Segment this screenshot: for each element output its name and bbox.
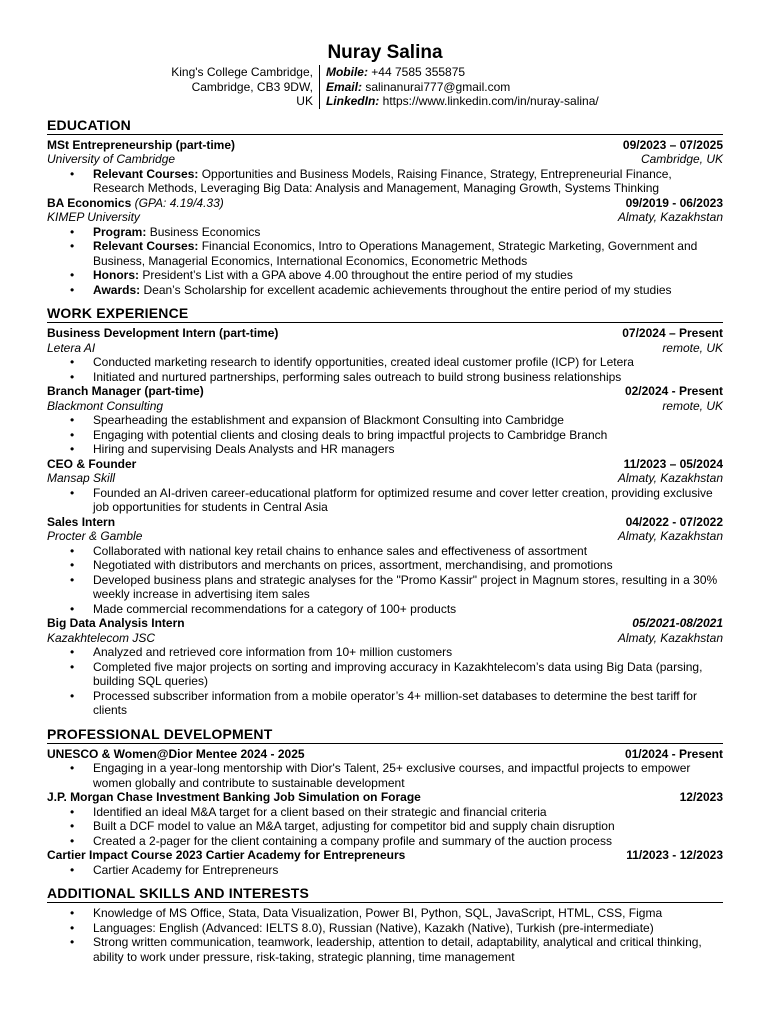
organization: Letera AI <box>47 340 96 355</box>
bullet-text: Opportunities and Business Models, Raising Finance, Strategy, Entrepreneurial Finance, Research Methods, Leveraging Big Data: Analysis and Management, Managing Growth, Systems Thinking <box>93 166 672 195</box>
list-item: • Made commercial recommendations for a category of 100+ products <box>93 602 723 617</box>
dates: 01/2024 - Present <box>624 746 723 761</box>
list-item: • Engaging with potential clients and closing deals to bring impactful projects to Cambridge Branch <box>93 428 723 443</box>
email-label: Email: <box>325 79 362 94</box>
bullet-text: President’s List with a GPA above 4.00 throughout the entire period of my studies <box>142 268 573 282</box>
address-line: King's College Cambridge, <box>171 65 313 79</box>
bullet-label: Relevant Courses: <box>93 239 199 253</box>
list-item: • Analyzed and retrieved core information from 10+ million customers <box>93 645 723 660</box>
list-item <box>93 225 723 240</box>
bullet-label: Relevant Courses: <box>93 166 199 181</box>
work-entry <box>47 515 723 617</box>
list-item: • Negotiated with distributors and merchants on prices, assortment, merchandising, and promotions <box>93 558 723 573</box>
organization: Blackmont Consulting <box>47 398 164 413</box>
bullet-label: Program: <box>93 224 147 239</box>
section-title: EDUCATION <box>47 117 723 135</box>
list-item <box>93 239 723 268</box>
bullet-list <box>47 413 723 457</box>
dates: 02/2024 - Present <box>624 384 723 398</box>
work-entry <box>47 457 723 515</box>
work-entry <box>47 384 723 457</box>
header <box>47 42 723 109</box>
education-section <box>47 117 723 298</box>
location: Almaty, Kazakhstan <box>617 630 723 645</box>
list-item: • Completed five major projects on sorting and improving accuracy in Kazakhtelecom’s data using Big Data (parsing, building SQL queries) <box>93 660 723 689</box>
location: Cambridge, UK <box>640 152 723 166</box>
work-entry <box>47 616 723 718</box>
dates: 09/2019 - 06/2023 <box>625 195 723 210</box>
dates: 05/2021-08/2021 <box>632 616 723 630</box>
mobile-line <box>326 65 599 80</box>
school: KIMEP University <box>47 210 140 224</box>
bullet-list <box>47 805 723 849</box>
bullet-list <box>47 906 723 964</box>
dates: 09/2023 – 07/2025 <box>622 137 723 152</box>
school: University of Cambridge <box>47 152 176 166</box>
linkedin-label: LinkedIn: <box>325 94 380 108</box>
location: Almaty, Kazakhstan <box>617 471 723 485</box>
bullet-list <box>47 486 723 515</box>
email-link[interactable]: salinanurai777@gmail.com <box>365 79 511 94</box>
professional-development-section <box>47 726 723 878</box>
bullet-list <box>47 544 723 617</box>
linkedin-line <box>326 94 599 109</box>
address <box>171 65 320 109</box>
list-item: • Built a DCF model to value an M&A target, adjusting for competitor bid and supply chain disruption <box>93 819 723 834</box>
program-name: J.P. Morgan Chase Investment Banking Job Simulation on Forage <box>47 790 421 804</box>
prodev-entry <box>47 848 723 877</box>
dates: 07/2024 – Present <box>622 326 723 340</box>
section-title: ADDITIONAL SKILLS AND INTERESTS <box>47 885 723 903</box>
list-item: • Founded an AI-driven career-educational platform for optimized resume and cover letter creation, providing exclusive job opportunities for students in Central Asia <box>93 486 723 515</box>
role: Sales Intern <box>47 514 116 529</box>
work-section <box>47 305 723 718</box>
bullet-list <box>47 645 723 718</box>
list-item: • Developed business plans and strategic analyses for the "Promo Kassir" project in Magnum stores, resulting in a 30% weekly increase in advertising item sales <box>93 573 723 602</box>
address-line: Cambridge, CB3 9DW, <box>191 79 313 94</box>
location: Almaty, Kazakhstan <box>617 210 723 224</box>
dates: 04/2022 - 07/2022 <box>625 514 723 529</box>
list-item <box>93 167 723 196</box>
program-name: UNESCO & Women@Dior Mentee 2024 - 2025 <box>47 746 305 761</box>
candidate-name: Nuray Salina <box>327 42 443 63</box>
list-item: • Initiated and nurtured partnerships, performing sales outreach to build strong business relationships <box>93 370 723 385</box>
list-item: • Knowledge of MS Office, Stata, Data Visualization, Power BI, Python, SQL, JavaScript, HTML, CSS, Figma <box>93 906 723 921</box>
role: CEO & Founder <box>47 456 137 471</box>
address-line: UK <box>296 94 313 108</box>
education-entry <box>47 196 723 298</box>
bullet-text: Dean’s Scholarship for excellent academic achievements throughout the entire period of my studies <box>143 282 672 297</box>
section-title: PROFESSIONAL DEVELOPMENT <box>47 726 723 744</box>
work-entry <box>47 326 723 384</box>
list-item: • Engaging in a year-long mentorship with Dior's Talent, 25+ exclusive courses, and impactful projects to empower women globally and contribute to sustainable development <box>93 761 723 790</box>
dates: 11/2023 – 05/2024 <box>623 456 723 471</box>
linkedin-link[interactable]: https://www.linkedin.com/in/nuray-salina/ <box>382 94 599 108</box>
section-title: WORK EXPERIENCE <box>47 305 723 323</box>
location: remote, UK <box>662 340 723 355</box>
role: Big Data Analysis Intern <box>47 616 185 630</box>
list-item: • Collaborated with national key retail chains to enhance sales and effectiveness of assortment <box>93 544 723 559</box>
degree: MSt Entrepreneurship (part-time) <box>47 137 236 152</box>
list-item: • Spearheading the establishment and expansion of Blackmont Consulting into Cambridge <box>93 413 723 428</box>
location: Almaty, Kazakhstan <box>617 529 723 543</box>
dates: 11/2023 - 12/2023 <box>626 848 723 862</box>
list-item: • Strong written communication, teamwork, leadership, attention to detail, adaptability, analytical and critical thinking, ability to work under pressure, risk-taking, strategic planning, time management <box>93 935 723 964</box>
bullet-label: Honors: <box>93 268 139 282</box>
role: Branch Manager (part-time) <box>47 384 204 398</box>
bullet-list <box>47 863 723 878</box>
list-item: • Hiring and supervising Deals Analysts and HR managers <box>93 442 723 457</box>
list-item <box>93 268 723 283</box>
resume-page <box>47 42 723 964</box>
organization: Kazakhtelecom JSC <box>47 630 156 645</box>
contact-block <box>47 65 723 109</box>
bullet-text: Financial Economics, Intro to Operations Management, Strategic Marketing, Government and Business, Managerial Economics, International Economics, Econometric Methods <box>93 239 698 268</box>
location: remote, UK <box>662 398 723 413</box>
prodev-entry <box>47 747 723 791</box>
mobile-number: +44 7585 355875 <box>371 65 466 79</box>
list-item: • Identified an ideal M&A target for a client based on their strategic and financial criteria <box>93 805 723 820</box>
dates: 12/2023 <box>679 790 723 804</box>
skills-section <box>47 885 723 964</box>
education-entry <box>47 138 723 196</box>
list-item: • Languages: English (Advanced: IELTS 8.0), Russian (Native), Kazakh (Native), Turkish (pre-intermediate) <box>93 921 723 936</box>
organization: Mansap Skill <box>47 471 116 485</box>
contact-details <box>320 65 599 109</box>
list-item: • Processed subscriber information from a mobile operator’s 4+ million-set databases to determine the best tariff for clients <box>93 689 723 718</box>
role: Business Development Intern (part-time) <box>47 326 279 340</box>
list-item: • Cartier Academy for Entrepreneurs <box>93 863 723 878</box>
bullet-list <box>47 225 723 298</box>
bullet-list <box>47 355 723 384</box>
program-name: Cartier Impact Course 2023 Cartier Academy for Entrepreneurs <box>47 848 406 862</box>
bullet-text: Business Economics <box>149 224 261 239</box>
email-line <box>326 80 599 95</box>
list-item: • Conducted marketing research to identify opportunities, created ideal customer profile (ICP) for Letera <box>93 355 723 370</box>
bullet-list <box>47 167 723 196</box>
gpa: (GPA: 4.19/4.33) <box>134 195 224 210</box>
bullet-list <box>47 761 723 790</box>
degree: BA Economics <box>47 195 132 210</box>
bullet-label: Awards: <box>93 282 141 297</box>
prodev-entry <box>47 790 723 848</box>
organization: Procter & Gamble <box>47 529 143 543</box>
mobile-label: Mobile: <box>325 65 368 79</box>
list-item <box>93 283 723 298</box>
list-item: • Created a 2-pager for the client containing a company profile and summary of the auction process <box>93 834 723 849</box>
